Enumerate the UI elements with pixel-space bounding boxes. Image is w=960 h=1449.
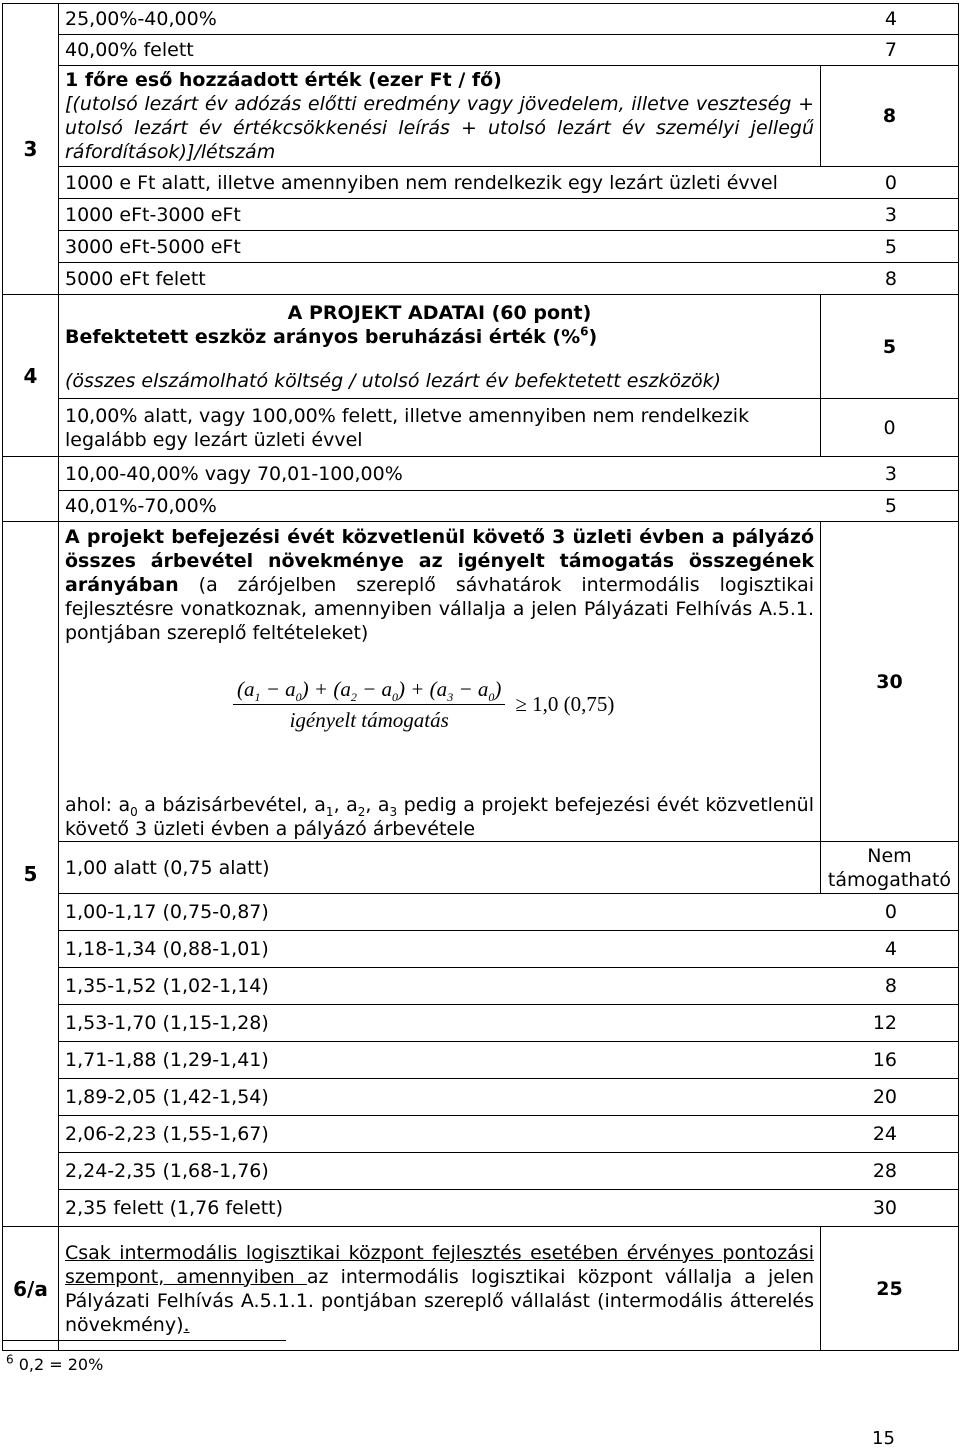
band-points: 8 (884, 975, 897, 997)
band-points: Nem támogatható (821, 842, 959, 894)
band-points: 0 (884, 901, 897, 923)
band-points: 0 (884, 171, 897, 194)
band-points: 12 (872, 1012, 897, 1034)
table-row (3, 1227, 959, 1351)
band-label: 25,00%-40,00% (65, 8, 217, 30)
table-row (3, 399, 959, 457)
max-points: 8 (821, 66, 959, 167)
criterion-description (59, 66, 821, 167)
band-label: 1,71-1,88 (1,29-1,41) (65, 1049, 269, 1071)
table-row (3, 491, 959, 522)
band-points: 24 (872, 1123, 897, 1145)
band-label: 1,35-1,52 (1,02-1,14) (65, 975, 269, 997)
score-band (59, 263, 959, 295)
formula-note: ahol: $a_0$ a bázisárbevétel, $a_1$, $a_2$, $a_3$ pedig a projekt befejezési évét közvetlenül követő 3 üzleti évben a pályázó árbevétele (65, 794, 814, 840)
band-points: 16 (872, 1049, 897, 1071)
band-label: 1,00 alatt (0,75 alatt) (59, 842, 821, 894)
band-points: 7 (884, 39, 897, 61)
score-band (59, 1153, 959, 1190)
footnote-separator (3, 1340, 286, 1341)
table-row (3, 842, 959, 894)
criterion-title: Befektetett eszköz arányos beruházási érték (%$^6$) (65, 324, 598, 348)
section-title: A PROJEKT ADATAI (60 pont) (287, 301, 592, 324)
band-label: 1000 eFt-3000 eFt (65, 203, 241, 226)
band-label: 1,00-1,17 (0,75-0,87) (65, 901, 269, 923)
footnote-number: 6 (6, 1352, 14, 1367)
band-label: 2,35 felett (1,76 felett) (65, 1197, 284, 1219)
footnote-text: 0,2 = 20% (13, 1355, 104, 1374)
formula-denominator: igényelt támogatás (289, 707, 449, 732)
formula-numerator: $(a_1 - a_0) + (a_2 - a_0) + (a_3 - a_0)$ (233, 677, 505, 705)
page-number: 15 (872, 1428, 895, 1449)
table-row (3, 522, 959, 842)
table-row (3, 457, 959, 491)
score-band (59, 1079, 959, 1116)
score-band (59, 1005, 959, 1042)
band-label: 10,00% alatt, vagy 100,00% felett, illetve amennyiben nem rendelkezik legalább egy lezárt üzleti évvel (59, 399, 821, 457)
score-band (59, 231, 959, 263)
growth-formula (233, 659, 814, 749)
band-points: 20 (872, 1086, 897, 1108)
score-band (59, 491, 959, 522)
criterion-number: 6/a (3, 1227, 59, 1351)
band-label: 5000 eFt felett (65, 267, 206, 290)
band-points: 28 (872, 1160, 897, 1182)
score-band (59, 1042, 959, 1079)
band-label: 40,01%-70,00% (65, 495, 217, 517)
table-row (3, 35, 959, 66)
band-label: 1000 e Ft alatt, illetve amennyiben nem rendelkezik egy lezárt üzleti évvel (65, 171, 778, 194)
band-points: 8 (884, 267, 897, 290)
table-row (3, 1005, 959, 1042)
score-band (59, 1190, 959, 1227)
criterion-formula: (összes elszámolható költség / utolsó lezárt év befektetett eszközök) (65, 369, 721, 392)
band-points: 3 (884, 462, 897, 485)
band-points: 0 (821, 399, 959, 457)
band-label: 2,06-2,23 (1,55-1,67) (65, 1123, 269, 1145)
criterion-number: 3 (3, 4, 59, 295)
band-points: 5 (884, 235, 897, 258)
table-row (3, 199, 959, 231)
table-row (3, 1153, 959, 1190)
table-row (3, 295, 959, 399)
table-row (3, 1190, 959, 1227)
criterion-description (59, 295, 821, 399)
scoring-table (2, 3, 959, 1351)
score-band (59, 199, 959, 231)
band-label: 1,89-2,05 (1,42-1,54) (65, 1086, 269, 1108)
band-label: 1,53-1,70 (1,15-1,28) (65, 1012, 269, 1034)
score-band (59, 968, 959, 1005)
table-row (3, 231, 959, 263)
footnote-ref: 6 (580, 324, 589, 339)
band-label: 10,00-40,00% vagy 70,01-100,00% (65, 462, 403, 485)
criterion-number: 5 (3, 522, 59, 1227)
band-label: 3000 eFt-5000 eFt (65, 235, 241, 258)
max-points: 25 (821, 1227, 959, 1351)
band-label: 2,24-2,35 (1,68-1,76) (65, 1160, 269, 1182)
score-band (59, 35, 959, 66)
table-row (3, 4, 959, 35)
table-row (3, 263, 959, 295)
table-row (3, 968, 959, 1005)
criterion-text: A projekt befejezési évét közvetlenül követő 3 üzleti évben a pályázó összes árbevétel növekménye az igényelt támogatás összegének arányában (a zárójelben szereplő sávhatárok intermodális logisztikai fejlesztésre vonatkoznak, amennyiben vállalja a jelen Pályázati Felhívás A.5.1. pontjában szereplő feltételeket) (65, 526, 814, 644)
table-row (3, 1116, 959, 1153)
table-row (3, 66, 959, 167)
band-points: 30 (872, 1197, 897, 1219)
score-band (59, 4, 959, 35)
max-points: 30 (821, 522, 959, 842)
criterion-number: 4 (3, 295, 59, 457)
max-points: 5 (821, 295, 959, 399)
criterion-description (59, 522, 821, 842)
score-band (59, 931, 959, 968)
criterion-description: Csak intermodális logisztikai központ fejlesztés esetében érvényes pontozási szempont, amennyiben az intermodális logisztikai központ vállalja a jelen Pályázati Felhívás A.5.1.1. pontjában szereplő vállalást (intermodális átterelés növekmény). (59, 1227, 821, 1351)
band-label: 1,18-1,34 (0,88-1,01) (65, 938, 269, 960)
band-points: 5 (884, 495, 897, 517)
score-band (59, 457, 959, 491)
score-band (59, 894, 959, 931)
band-label: 40,00% felett (65, 39, 194, 61)
table-row (3, 167, 959, 199)
table-row (3, 1079, 959, 1116)
criterion-title: 1 főre eső hozzáadott érték (ezer Ft / fő) (65, 69, 502, 91)
footnote (6, 1352, 104, 1374)
table-row (3, 931, 959, 968)
table-row (3, 894, 959, 931)
formula-threshold: ≥ 1,0 (0,75) (515, 692, 615, 716)
band-points: 4 (884, 8, 897, 30)
criterion-formula: [(utolsó lezárt év adózás előtti eredmény vagy jövedelem, illetve veszteség + utolsó lezárt év értékcsökkenési leírás + utolsó lezárt év személyi jellegű ráfordítások)]/létszám (65, 93, 814, 163)
score-band (59, 167, 959, 199)
table-row (3, 1042, 959, 1079)
band-points: 4 (884, 938, 897, 960)
band-points: 3 (884, 203, 897, 226)
score-band (59, 1116, 959, 1153)
